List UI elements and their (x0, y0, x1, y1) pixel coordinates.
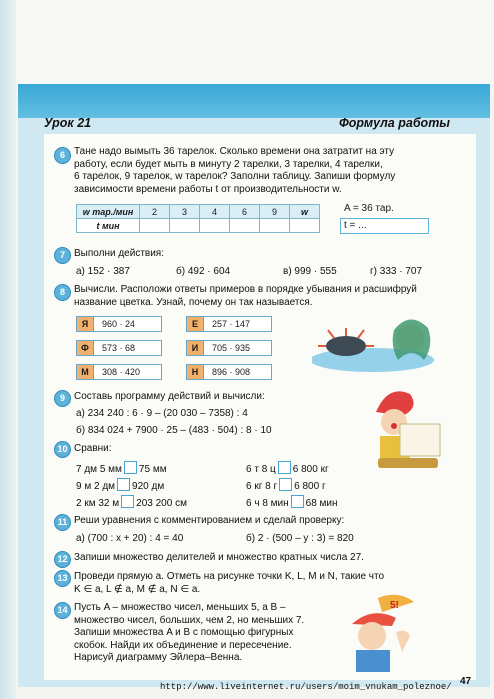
total-plates: A = 36 тар. (344, 203, 394, 214)
compare-box[interactable] (291, 495, 304, 508)
clown-illustration (358, 378, 448, 474)
compare-right: 75 мм (138, 464, 167, 475)
cipher-letter: Н (187, 365, 204, 379)
compare-box[interactable] (117, 478, 130, 491)
task-7-item: г) 333 · 707 (370, 266, 423, 277)
table-row (77, 205, 320, 219)
compare-right: 203 200 см (136, 498, 187, 509)
badge-text: 5! (390, 600, 399, 611)
top-margin (0, 0, 494, 84)
table-header-w: w тар./мин (77, 205, 140, 219)
cipher-cell (186, 364, 272, 380)
cipher-letter: Ф (77, 341, 94, 355)
cipher-expr: 257 · 147 (212, 319, 251, 329)
cipher-cell (76, 316, 162, 332)
task-9-number: 9 (54, 390, 71, 407)
table-cell-empty[interactable] (140, 219, 170, 233)
compare-right: 6 800 кг (292, 464, 329, 475)
task-12-number: 12 (54, 551, 71, 568)
task-6-line: работу, если будет мыть в минуту 2 тарелки, 3 тарелки, 4 тарелки, (74, 158, 383, 170)
compare-left: 6 кг 8 г (246, 481, 278, 492)
cipher-letter: Е (187, 317, 204, 331)
compare-right: 68 мин (305, 498, 338, 509)
compare-box[interactable] (279, 478, 292, 491)
task-13-line: Проведи прямую a. Отметь на рисунке точки K, L, M и N, такие что (74, 571, 385, 582)
table-cell-empty[interactable] (170, 219, 200, 233)
task-6-line: 6 тарелок, 9 тарелок, w тарелок? Заполни таблицу. Запиши формулу (74, 171, 396, 182)
task-14-number: 14 (54, 602, 71, 619)
cipher-expr: 705 · 935 (212, 343, 251, 353)
task-11-b: б) 2 · (500 – y : 3) = 820 (246, 533, 354, 544)
compare-row (246, 495, 338, 509)
table-cell-empty[interactable] (290, 219, 320, 233)
compare-left: 9 м 2 дм (76, 481, 116, 492)
cipher-expr: 573 · 68 (102, 343, 136, 353)
table-cell: 6 (230, 205, 260, 219)
task-11-a: а) (700 : x + 20) : 4 = 40 (76, 533, 184, 544)
task-8-text (74, 284, 417, 309)
formula-box[interactable]: t = ... (340, 218, 429, 234)
cipher-expr: 896 · 908 (212, 367, 251, 377)
compare-row (76, 461, 167, 475)
task-8-line: Вычисли. Расположи ответы примеров в порядке убывания и расшифруй (74, 284, 417, 295)
compare-row (76, 495, 187, 509)
task-6-line: Тане надо вымыть 36 тарелок. Сколько времени она затратит на эту (74, 146, 395, 157)
task-7-number: 7 (54, 247, 71, 264)
compare-left: 7 дм 5 мм (76, 464, 122, 475)
compare-right: 920 дм (132, 481, 165, 492)
compare-row (246, 478, 326, 492)
clown-nose (391, 423, 397, 429)
compare-row (246, 461, 329, 475)
task-9-a: а) 234 240 : 6 · 9 – (20 030 – 7358) : 4 (76, 408, 248, 419)
task-8-number: 8 (54, 284, 71, 301)
header-band (18, 84, 490, 118)
mermaid-illustration (312, 316, 442, 374)
task-14-text (74, 602, 304, 665)
task-6-line: зависимости времени работы t от производительности w. (74, 183, 342, 195)
pirate-hand (396, 631, 410, 652)
task-14-line: Пусть A – множество чисел, меньших 5, а B – (74, 602, 286, 613)
table-header-t: t мин (77, 219, 140, 233)
task-7-item: б) 492 · 604 (176, 266, 231, 277)
table-cell-empty[interactable] (260, 219, 290, 233)
cipher-expr: 960 · 24 (102, 319, 136, 329)
compare-left: 6 ч 8 мин (246, 498, 289, 509)
task-6-number: 6 (54, 147, 71, 164)
task-11-number: 11 (54, 514, 71, 531)
table-row (77, 219, 320, 233)
compare-box[interactable] (278, 461, 291, 474)
source-url[interactable]: http://www.liveinternet.ru/users/moim_vnukam_poleznoe/ (160, 682, 452, 692)
task-11-title: Реши уравнения с комментированием и сделай проверку: (74, 515, 345, 526)
task-7-title: Выполни действия: (74, 248, 164, 259)
task-9-b: б) 834 024 + 7900 · 25 – (483 · 504) : 8 · 10 (76, 425, 272, 436)
pirate-face (358, 622, 386, 650)
cipher-cell (76, 364, 162, 380)
task-13-text (74, 571, 384, 596)
compare-right: 6 800 г (294, 481, 326, 492)
compare-row (76, 478, 164, 492)
pirate-body (356, 650, 390, 672)
task-7-item: а) 152 · 387 (76, 266, 130, 277)
task-14-line: Нарисуй диаграмму Эйлера–Венна. (74, 652, 243, 663)
table-cell: 4 (200, 205, 230, 219)
cipher-letter: Я (77, 317, 94, 331)
task-10-number: 10 (54, 441, 71, 458)
table-cell: 9 (260, 205, 290, 219)
table-cell: w (290, 205, 320, 219)
compare-left: 6 т 8 ц (246, 464, 276, 475)
topic-title: Формула работы (338, 116, 450, 130)
cipher-letter: И (187, 341, 204, 355)
task-10-title: Сравни: (74, 443, 112, 454)
task-9-title: Составь программу действий и вычисли: (74, 391, 265, 402)
task-14-line: Запиши множества A и B с помощью фигурных (74, 627, 294, 638)
task-6-text (74, 146, 395, 196)
table-cell-empty[interactable] (200, 219, 230, 233)
table-cell: 2 (140, 205, 170, 219)
table-cell: 3 (170, 205, 200, 219)
page-number: 47 (460, 676, 472, 687)
scroll-roll (378, 458, 438, 468)
task-7-item: в) 999 · 555 (283, 266, 337, 277)
task-8-line: название цветка. Узнай, почему он так называется. (74, 296, 313, 308)
task-12-text: Запиши множество делителей и множество кратных числа 27. (74, 552, 364, 563)
cipher-expr: 308 · 420 (102, 367, 141, 377)
task-13-line: K ∈ a, L ∉ a, M ∉ a, N ∈ a. (74, 583, 201, 595)
compare-box[interactable] (124, 461, 137, 474)
lesson-title: Урок 21 (44, 116, 92, 130)
table-cell-empty[interactable] (230, 219, 260, 233)
compare-box[interactable] (121, 495, 134, 508)
work-table (76, 204, 320, 233)
task-14-line: скобок. Найди их объединение и пересечение. (74, 639, 292, 651)
cipher-cell (186, 316, 272, 332)
cipher-cell (76, 340, 162, 356)
flower-disc (326, 336, 366, 356)
cipher-cell (186, 340, 272, 356)
pirate-illustration (342, 592, 442, 674)
compare-left: 2 км 32 м (76, 498, 120, 509)
task-13-number: 13 (54, 570, 71, 587)
scroll-paper (400, 424, 440, 456)
cipher-letter: М (77, 365, 94, 379)
task-14-line: множество чисел, больших, чем 2, но меньших 7. (74, 614, 305, 626)
binding-strip (0, 0, 16, 699)
